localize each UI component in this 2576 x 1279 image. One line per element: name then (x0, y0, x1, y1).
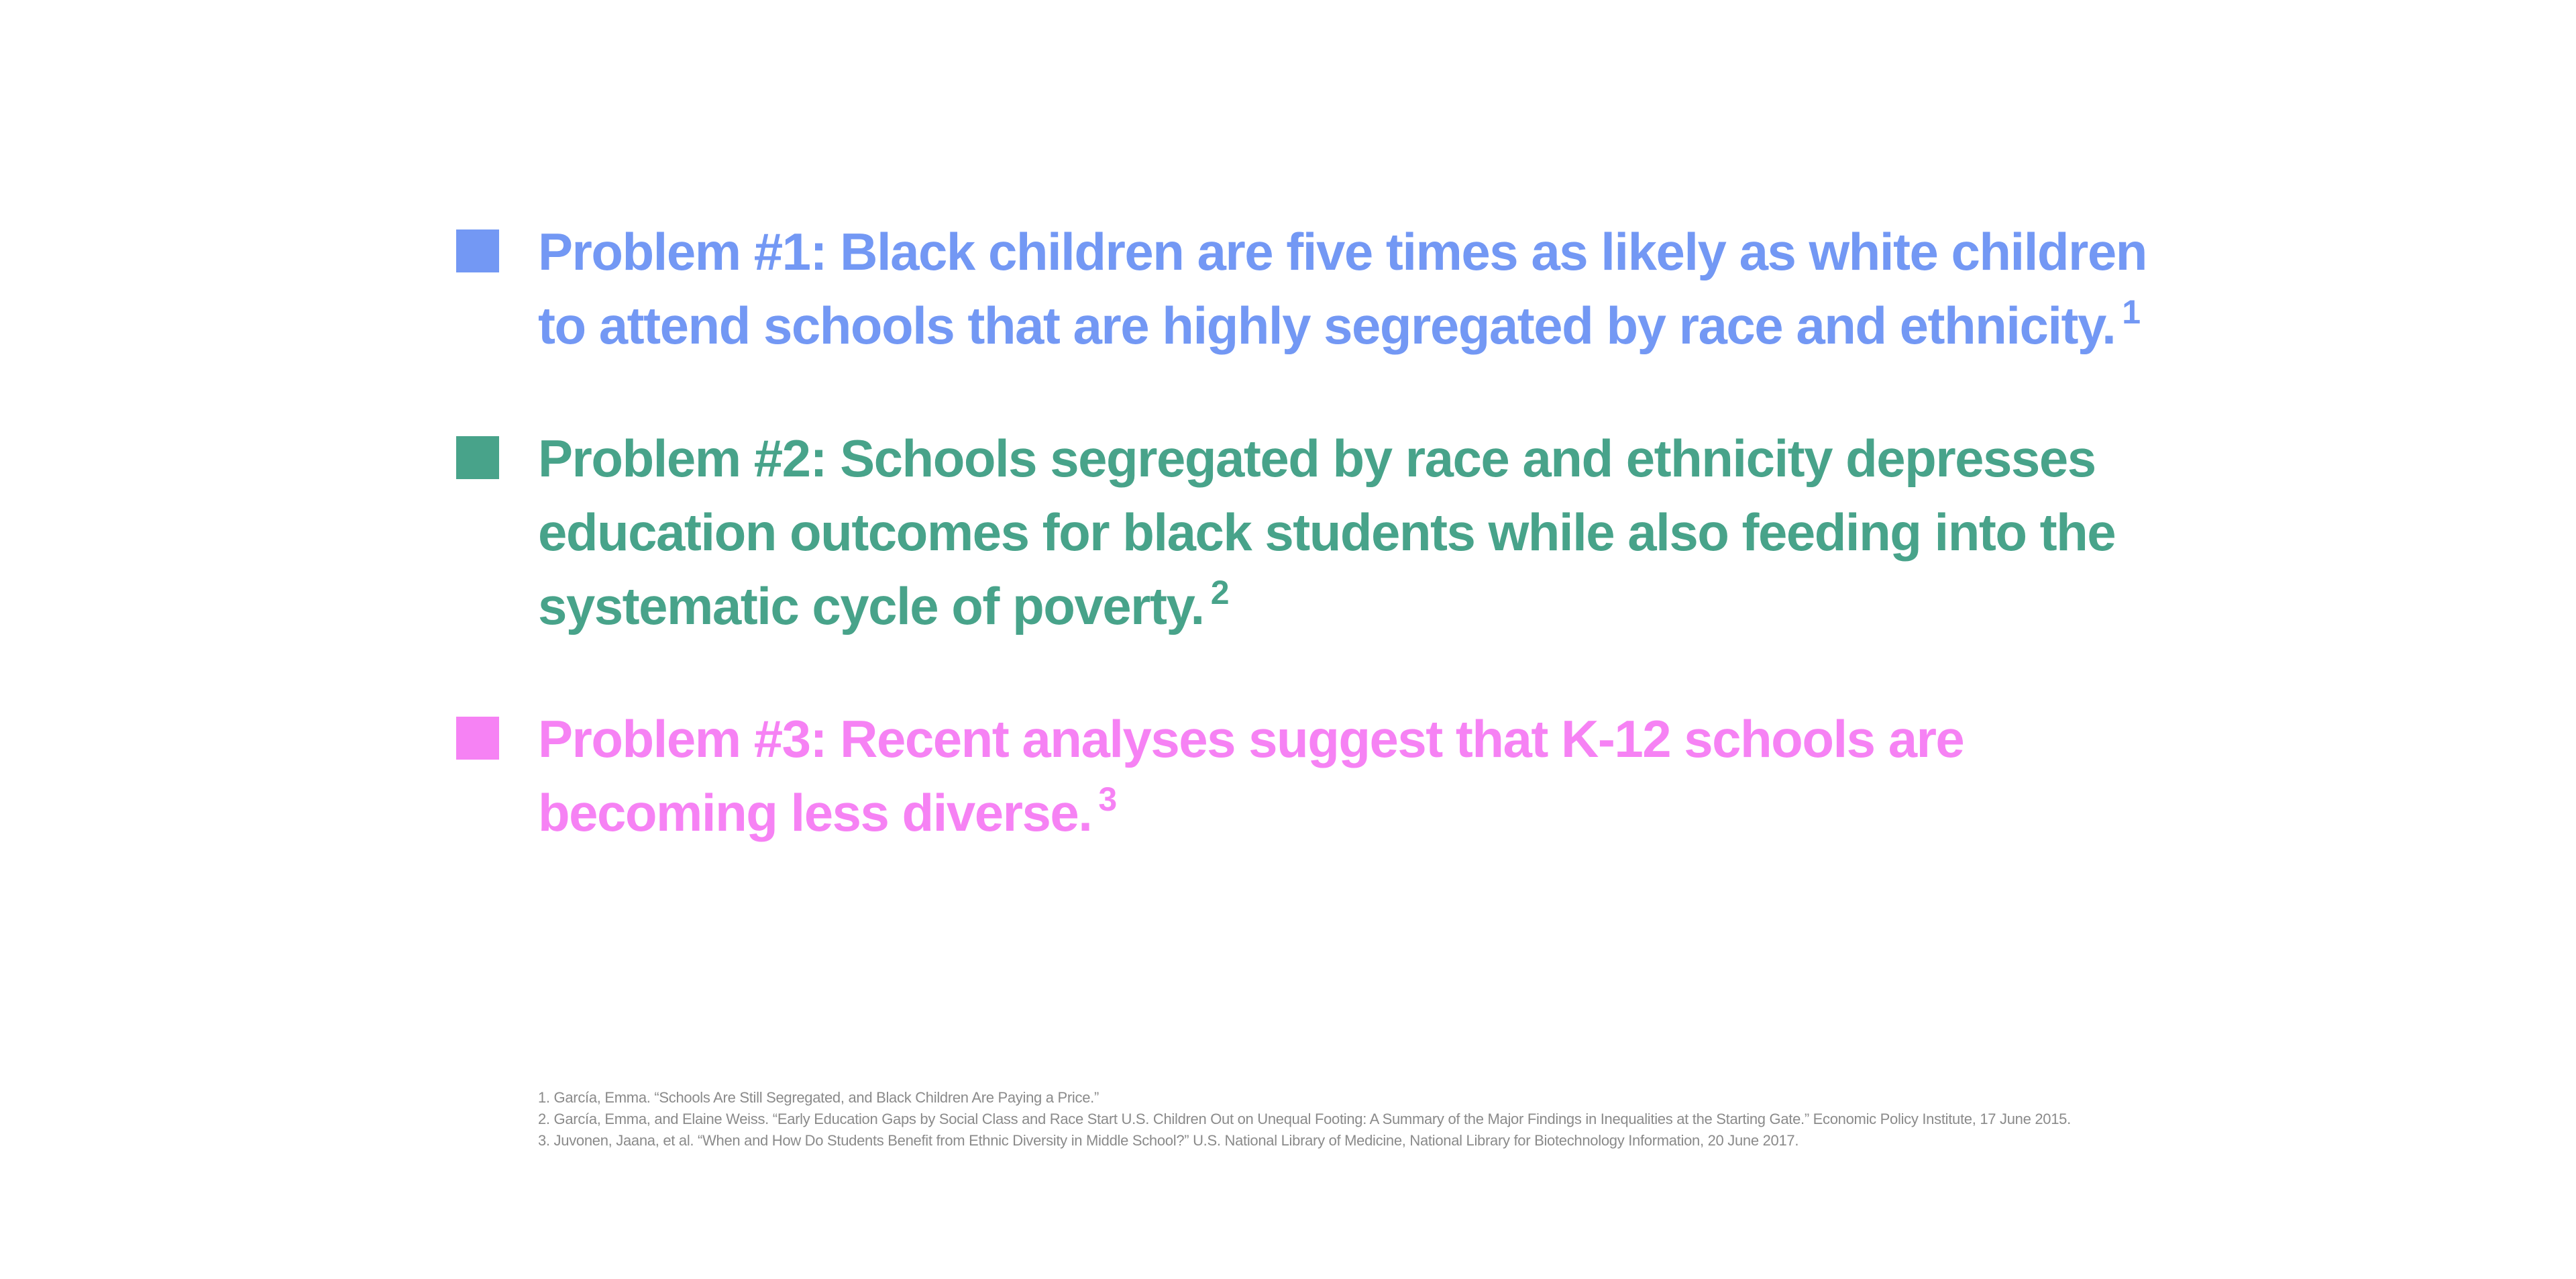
problem-item-1 (456, 215, 2174, 362)
footnote-1: 1. García, Emma. “Schools Are Still Segregated, and Black Children Are Paying a Price.” (538, 1089, 1099, 1106)
footnote-ref[interactable]: 2 (1210, 574, 1229, 611)
footnote-3: 3. Juvonen, Jaana, et al. “When and How Do Students Benefit from Ethnic Diversity in Middle School?” U.S. National Library of Medicine, National Library for Biotechnology Information, 20 June 2017. (538, 1132, 1799, 1149)
square-bullet-icon (456, 717, 499, 760)
problem-item-2 (456, 421, 2174, 643)
footnote-ref[interactable]: 3 (1098, 780, 1116, 818)
square-bullet-icon (456, 436, 499, 479)
problem-text (538, 709, 1964, 842)
problem-text (538, 222, 2147, 355)
problem-statement: Problem #1: Black children are five times as likely as white children to attend schools that are highly segregated by race and ethnicity. (538, 222, 2147, 355)
problem-statement: Problem #2: Schools segregated by race and ethnicity depresses education outcomes for black students while also feeding into the systematic cycle of poverty. (538, 429, 2116, 635)
footnotes (538, 1087, 2282, 1152)
problem-list (456, 215, 2174, 909)
problem-statement: Problem #3: Recent analyses suggest that K-12 schools are becoming less diverse. (538, 709, 1964, 842)
problem-item-3 (456, 702, 2174, 850)
square-bullet-icon (456, 229, 499, 272)
footnote-2: 2. García, Emma, and Elaine Weiss. “Early Education Gaps by Social Class and Race Start U.S. Children Out on Unequal Footing: A Summary of the Major Findings in Inequalities at the Starting Gate.” Economic Policy Institute, 17 June 2015. (538, 1111, 2071, 1127)
problem-text (538, 429, 2115, 635)
footnote-ref[interactable]: 1 (2122, 293, 2140, 331)
